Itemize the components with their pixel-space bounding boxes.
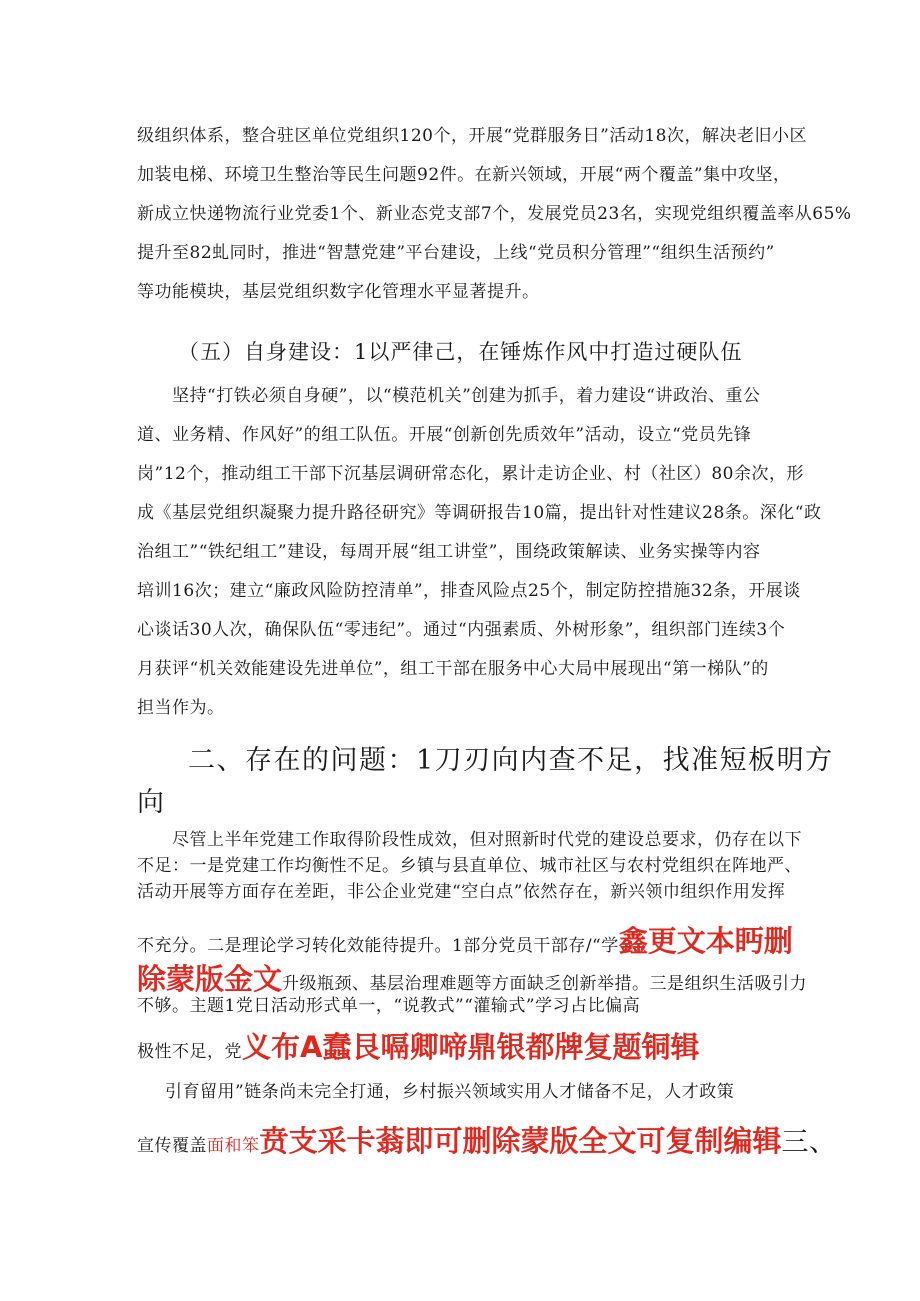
watermark-text: 除蒙版金文 [137,962,283,996]
body-line-mixed [137,924,793,959]
watermark-text: 义布A蠢艮嗝卿啼鼎银都牌复题铜辑 [242,1030,700,1064]
body-line: 等功能模块，基层党组织数字化管理水平显著提升。 [137,282,540,302]
body-line: 引育留用”链条尚未完全打通，乡村振兴领域实用人才储备不足，人才政策 [165,1082,735,1102]
body-line-mixed [137,1124,837,1159]
watermark-text-small: 面和笨 [207,1136,260,1156]
body-text: 宣传覆盖 [137,1136,207,1156]
body-line: 尽管上半年党建工作取得阶段性成效，但对照新时代党的建设总要求，仍存在以下 [172,830,802,850]
body-line: 心谈话30人次，确保队伍“零违纪”。通过“内强素质、外树形象”，组织部门连续3个 [137,620,786,640]
body-line: 坚持“打铁必须自身硬”，以“模范机关”创建为抓手，着力建设“讲政治、重公 [172,386,761,406]
body-line: 担当作为。 [137,698,225,718]
body-line: 活动开展等方面存在差距，非公企业党建“空白点”依然存在，新兴领巾组织作用发挥 [137,882,786,902]
watermark-text: 鑫更文本眄删 [618,924,793,958]
body-text: 升级瓶颈、基层治理难题等方面缺乏创新举措。三是组织生活吸引力 [282,974,808,994]
heading-fragment: 三、 [781,1127,837,1158]
watermark-text: 贲支采卡蓊即可删除蒙版全文可复制编辑 [259,1124,782,1158]
part-heading-cont: 向 [137,787,166,818]
body-line: 培训16次；建立“廉政风险防控清单”，排查风险点25个，制定防控措施32条，开展谈 [137,581,801,601]
body-line: 不够。主题1党日活动形式单一，“说教式”“灌输式”学习占比偏高 [137,996,641,1016]
body-line: 加装电梯、环境卫生整治等民生问题92件。在新兴领域，开展“两个覆盖”集中攻坚， [137,165,791,185]
body-line: 成《基层党组织凝聚力提升路径研究》等调研报告10篇，提出针对性建议28条。深化“政 [137,503,822,523]
body-line: 岗”12个，推动组工干部下沉基层调研常态化，累计走访企业、村（社区）80余次，形 [137,464,804,484]
body-line: 道、业务精、作风好”的组工队伍。开展“创新创先质效年”活动，设立“党员先锋 [137,425,752,445]
body-line-mixed [137,962,807,997]
body-line: 不足：一是党建工作均衡性不足。乡镇与县直单位、城市社区与农村党组织在阵地严、 [137,856,802,876]
body-line: 月获评“机关效能建设先进单位”，组工干部在服务中心大局中展现出“第一梯队”的 [137,659,769,679]
body-text: 不充分。二是理论学习转化效能待提升。1部分党员干部存/“学 [137,936,619,956]
body-line: 提升至82虬同时，推进“智慧党建”平台建设，上线“党员积分管理”“组织生活预约” [137,243,775,263]
body-text: 极性不足，党 [137,1042,242,1062]
body-line-mixed [137,1030,699,1065]
part-heading: 二、存在的问题：1刀刃向内查不足，找准短板明方 [188,745,834,776]
body-line: 级组织体系，整合驻区单位党组织120个，开展“党群服务日”活动18次，解决老旧小区 [137,126,807,146]
section-heading: （五）自身建设：1以严律己，在锤炼作风中打造过硬队伍 [178,340,743,364]
body-line: 治组工”“铁纪组工”建设，每周开展“组工讲堂”，围绕政策解读、业务实操等内容 [137,542,761,562]
body-line: 新成立快递物流行业党委1个、新业态党支部7个，发展党员23名，实现党组织覆盖率从65% [137,204,852,224]
